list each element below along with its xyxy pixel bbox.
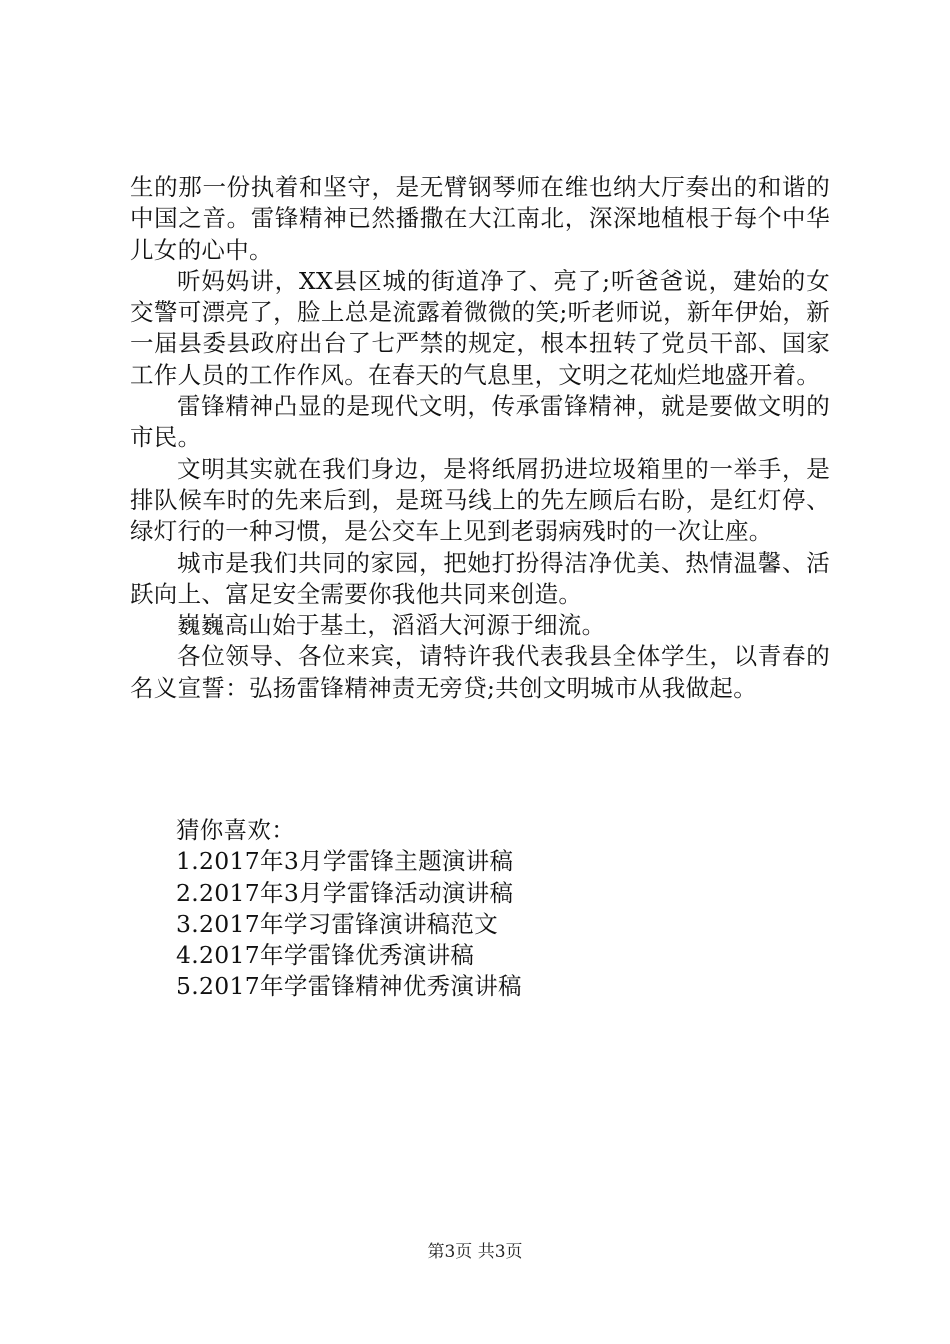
- related-heading: 猜你喜欢：: [176, 816, 295, 844]
- paragraph: 听妈妈讲，XX县区城的街道净了、亮了;听爸爸说，建始的女交警可漂亮了，脸上总是流露着微微的笑;听老师说，新年伊始，新一届县委县政府出台了七严禁的规定，根本扭转了党员干部、国家工作人员的工作作风。在春天的气息里，文明之花灿烂地盛开着。: [130, 266, 830, 389]
- paragraph: 各位领导、各位来宾，请特许我代表我县全体学生，以青春的名义宣誓：弘扬雷锋精神责无旁贷;共创文明城市从我做起。: [130, 642, 830, 702]
- related-link[interactable]: 1.2017年3月学雷锋主题演讲稿: [176, 847, 514, 876]
- paragraph: 雷锋精神凸显的是现代文明，传承雷锋精神，就是要做文明的市民。: [130, 392, 830, 452]
- paragraph: 生的那一份执着和坚守，是无臂钢琴师在维也纳大厅奏出的和谐的中国之音。雷锋精神已然播撒在大江南北，深深地植根于每个中华儿女的心中。: [130, 173, 830, 264]
- related-list: [176, 846, 736, 1002]
- page-number: 第3页 共3页: [427, 1242, 523, 1262]
- related-link[interactable]: 3.2017年学习雷锋演讲稿范文: [176, 909, 499, 938]
- article-body: [130, 172, 830, 704]
- related-link[interactable]: 4.2017年学雷锋优秀演讲稿: [176, 941, 475, 970]
- related-link[interactable]: 2.2017年3月学雷锋活动演讲稿: [176, 878, 514, 907]
- paragraph: 巍巍高山始于基土，滔滔大河源于细流。: [177, 611, 606, 640]
- related-articles: [176, 815, 736, 1003]
- related-link[interactable]: 5.2017年学雷锋精神优秀演讲稿: [176, 972, 522, 1001]
- paragraph: 城市是我们共同的家园，把她打扮得洁净优美、热情温馨、活跃向上、富足安全需要你我他共同来创造。: [130, 548, 830, 608]
- paragraph: 文明其实就在我们身边，是将纸屑扔进垃圾箱里的一举手，是排队候车时的先来后到，是斑马线上的先左顾后右盼，是红灯停、绿灯行的一种习惯，是公交车上见到老弱病残时的一次让座。: [130, 454, 830, 546]
